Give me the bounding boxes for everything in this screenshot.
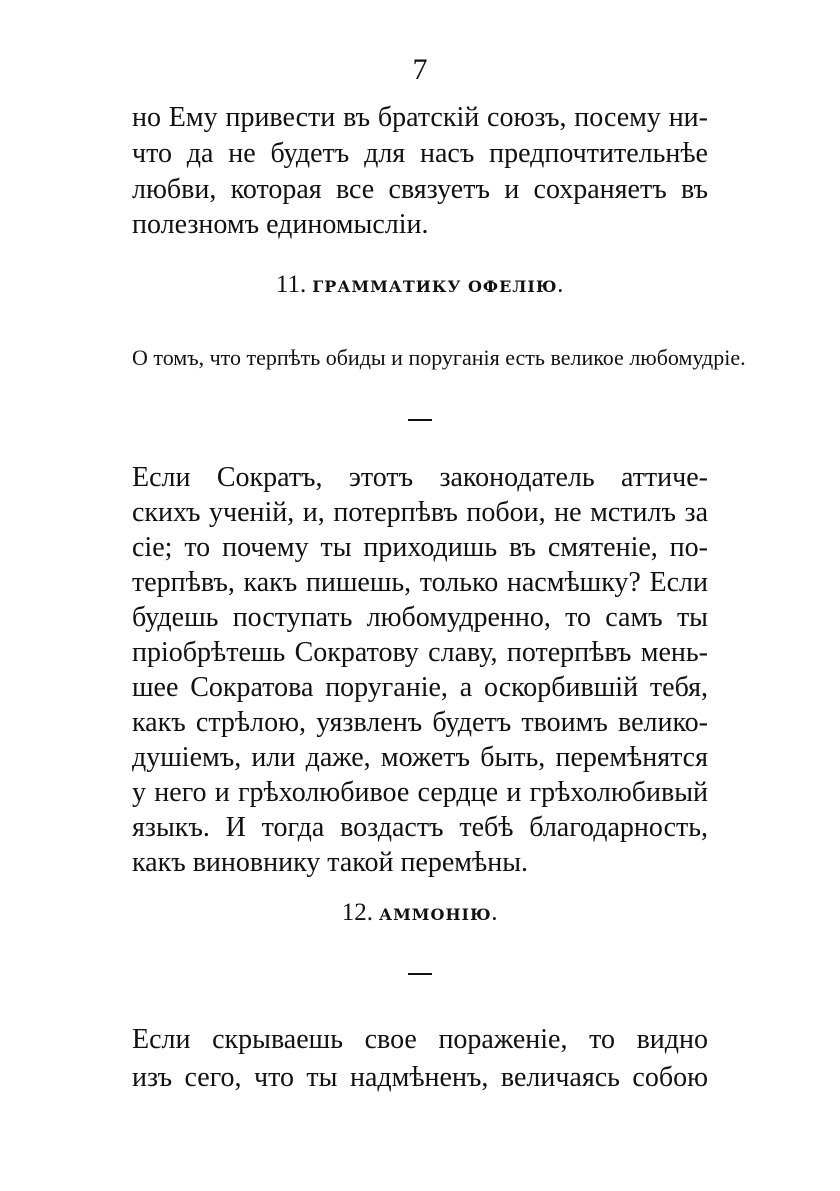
section-11-subtitle: О томъ, что терпѣть обиды и поруганія есть великое любомудріе. (132, 345, 746, 370)
text-line: у него и грѣхолюбивое сердце и грѣхолюбивый (132, 777, 708, 808)
text-line: что да не будетъ для насъ предпочтительнѣе (132, 138, 708, 169)
text-line: Если скрываешь свое пораженіе, то видно (132, 1024, 708, 1055)
section-12-heading (0, 898, 840, 930)
text-line: Если Сократъ, этотъ законодатель аттиче- (132, 462, 708, 493)
text-line: будешь поступать любомудренно, то самъ ты (132, 602, 708, 633)
section-divider (408, 973, 432, 975)
text-line: полезномъ единомысліи. (132, 209, 429, 240)
text-line: душіемъ, или даже, можетъ быть, перемѣнятся (132, 742, 708, 773)
text-line: терпѣвъ, какъ пишешь, только насмѣшку? Если (132, 567, 708, 598)
text-line: какъ виновнику такой перемѣны. (132, 847, 529, 878)
section-12-number: 12. (341, 899, 374, 926)
section-11-title: ГРАММАТИКУ ОФЕЛІЮ. (312, 277, 565, 296)
text-line: изъ сего, что ты надмѣненъ, величаясь собою (132, 1062, 708, 1093)
text-line: сіе; то почему ты приходишь въ смятеніе, по- (132, 532, 708, 563)
page-number: 7 (412, 53, 428, 86)
text-line: пріобрѣтешь Сократову славу, потерпѣвъ мень- (132, 637, 708, 668)
text-line: языкъ. И тогда воздастъ тебѣ благодарность, (132, 812, 708, 843)
section-divider (408, 419, 432, 421)
text-line: какъ стрѣлою, уязвленъ будетъ твоимъ велико- (132, 707, 708, 738)
section-12-title: АММОНІЮ. (379, 905, 499, 924)
section-11-heading (0, 270, 840, 302)
text-line: шее Сократова поруганіе, а оскорбившій тебя, (132, 672, 708, 703)
text-line: скихъ ученій, и, потерпѣвъ побои, не мстилъ за (132, 497, 708, 528)
text-line: но Ему привести въ братскій союзъ, посему ни- (132, 102, 708, 133)
text-line: любви, которая все связуетъ и сохраняетъ въ (132, 174, 708, 205)
section-11-number: 11. (275, 271, 307, 298)
